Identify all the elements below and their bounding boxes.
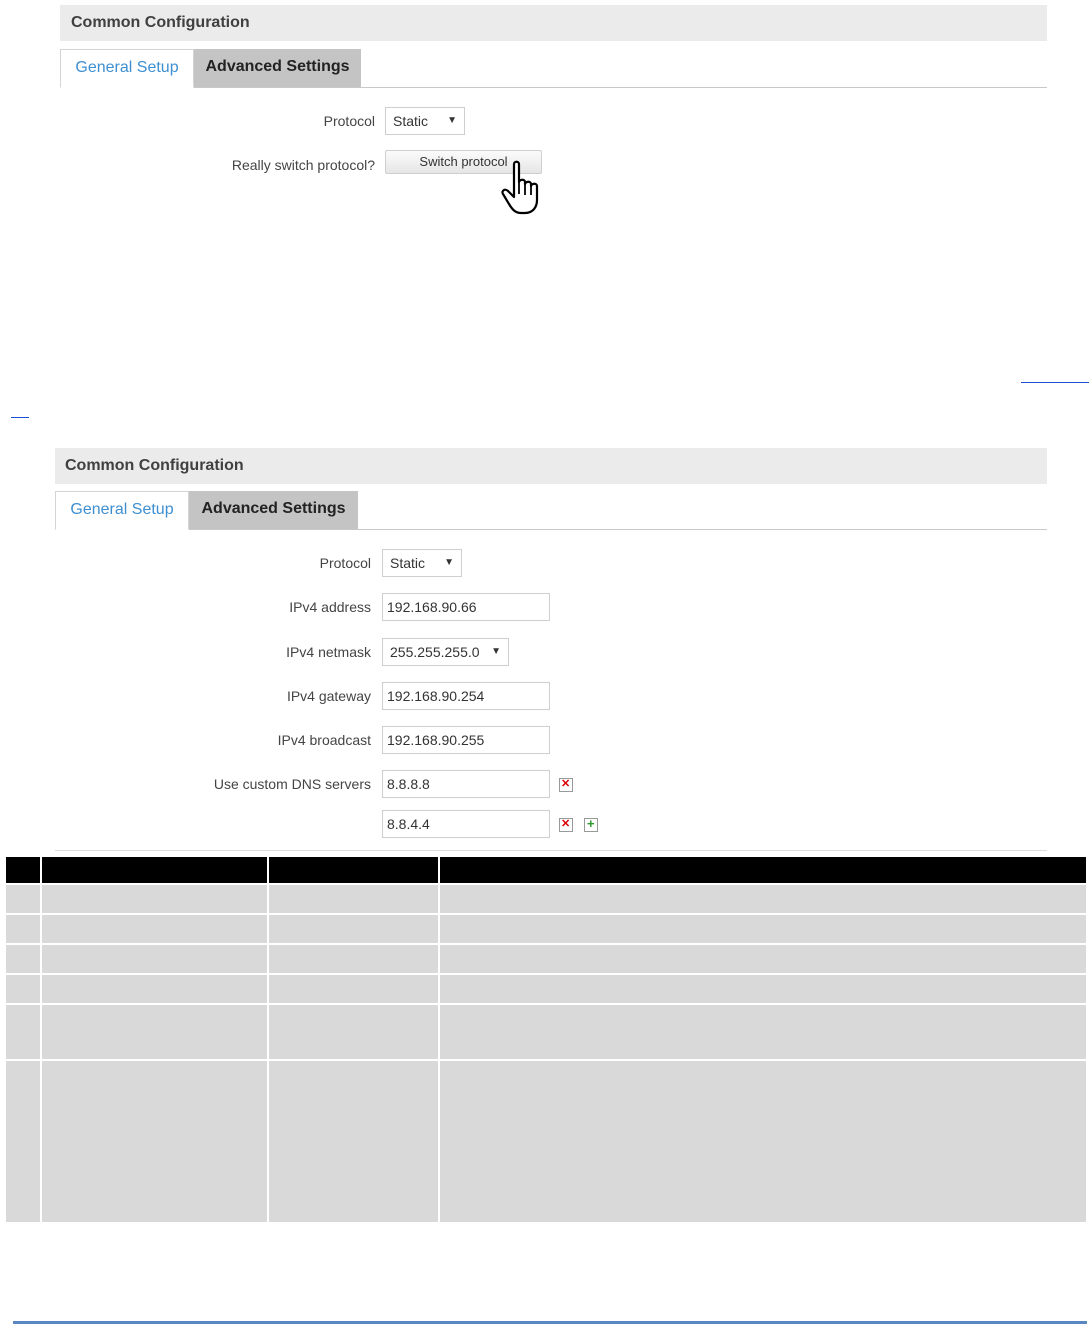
remove-icon[interactable] — [559, 778, 573, 792]
table-row — [5, 974, 1087, 1004]
remove-icon[interactable] — [559, 818, 573, 832]
protocol-select[interactable] — [385, 107, 465, 135]
chevron-down-icon: ▼ — [491, 646, 501, 657]
switch-label: Really switch protocol? — [231, 157, 375, 173]
tab-general-setup[interactable]: General Setup — [60, 49, 194, 88]
dns-label: Use custom DNS servers — [213, 776, 371, 792]
switch-protocol-button[interactable]: Switch protocol — [385, 150, 542, 174]
dns-server-2-input[interactable]: 8.8.4.4 — [382, 810, 550, 838]
link-underline — [1021, 382, 1089, 383]
protocol-label: Protocol — [323, 113, 375, 129]
tab-advanced-settings[interactable]: Advanced Settings — [189, 491, 358, 529]
config-panel-2 — [55, 448, 1047, 853]
ipv4-netmask-label: IPv4 netmask — [286, 644, 371, 660]
table-row — [5, 944, 1087, 974]
ipv4-netmask-select[interactable] — [382, 638, 509, 666]
ipv4-broadcast-label: IPv4 broadcast — [277, 732, 371, 748]
protocol-value: Static — [393, 113, 429, 129]
panel-bottom-rule — [55, 850, 1047, 851]
parameter-table — [4, 855, 1088, 1224]
ipv4-netmask-value: 255.255.255.0 — [390, 644, 480, 660]
ipv4-gateway-label: IPv4 gateway — [286, 688, 371, 704]
protocol-label: Protocol — [319, 555, 371, 571]
hand-pointer-icon — [500, 160, 548, 216]
protocol-value: Static — [390, 555, 426, 571]
table-header-cell — [268, 856, 439, 884]
protocol-select[interactable] — [382, 549, 462, 577]
panel-header: Common Configuration — [55, 448, 1047, 484]
ipv4-address-input[interactable]: 192.168.90.66 — [382, 593, 550, 621]
add-icon[interactable] — [584, 818, 598, 832]
link-underline — [11, 417, 29, 418]
table-row — [5, 914, 1087, 944]
tab-bar — [60, 49, 1047, 88]
chevron-down-icon: ▼ — [444, 557, 454, 568]
table-header-cell — [41, 856, 268, 884]
table-header-cell — [439, 856, 1087, 884]
chevron-down-icon: ▼ — [447, 115, 457, 126]
table-row — [5, 1004, 1087, 1060]
tab-general-setup[interactable]: General Setup — [55, 491, 189, 530]
table-header — [5, 856, 1087, 884]
panel-header: Common Configuration — [60, 5, 1047, 41]
table-row — [5, 884, 1087, 914]
table-header-cell — [5, 856, 41, 884]
tab-advanced-settings[interactable]: Advanced Settings — [194, 49, 361, 87]
ipv4-address-label: IPv4 address — [289, 599, 371, 615]
ipv4-broadcast-input[interactable]: 192.168.90.255 — [382, 726, 550, 754]
tab-bar — [55, 491, 1047, 530]
table-row — [5, 1060, 1087, 1223]
config-panel-1 — [60, 5, 1047, 225]
ipv4-gateway-input[interactable]: 192.168.90.254 — [382, 682, 550, 710]
footer-rule — [13, 1321, 1087, 1324]
dns-server-1-input[interactable]: 8.8.8.8 — [382, 770, 550, 798]
